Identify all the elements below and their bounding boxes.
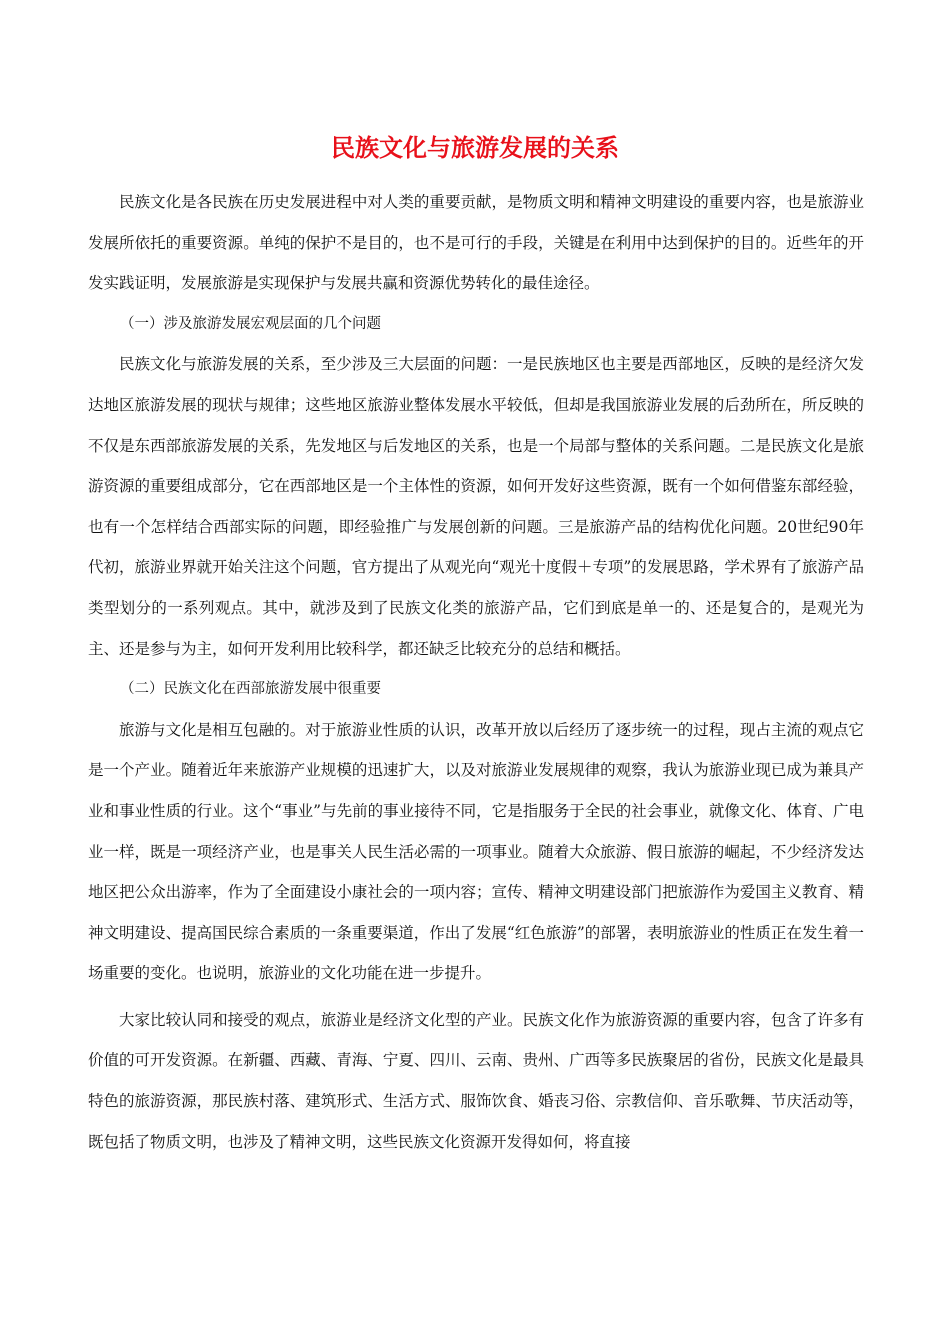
section-1-paragraph: 民族文化与旅游发展的关系，至少涉及三大层面的问题：一是民族地区也主要是西部地区，反映的是经济欠发达地区旅游发展的现状与规律；这些地区旅游业整体发展水平较低，但却是我国旅游业发展的后劲所在，所反映的不仅是东西部旅游发展的关系，先发地区与后发地区的关系，也是一个局部与整体的关系问题。二是民族文化是旅游资源的重要组成部分，它在西部地区是一个主体性的资源，如何开发好这些资源，既有一个如何借鉴东部经验，也有一个怎样结合西部实际的问题，即经验推广与发展创新的问题。三是旅游产品的结构优化问题。20世纪90年代初，旅游业界就开始关注这个问题，官方提出了从观光向“观光十度假＋专项”的发展思路，学术界有了旅游产品类型划分的一系列观点。其中，就涉及到了民族文化类的旅游产品，它们到底是单一的、还是复合的，是观光为主、还是参与为主，如何开发利用比较科学，都还缺乏比较充分的总结和概括。 bbox=[88, 355, 864, 658]
section-1-heading: （一）涉及旅游发展宏观层面的几个问题 bbox=[120, 315, 381, 332]
document-title: 民族文化与旅游发展的关系 bbox=[331, 134, 619, 162]
intro-paragraph: 民族文化是各民族在历史发展进程中对人类的重要贡献，是物质文明和精神文明建设的重要内容，也是旅游业发展所依托的重要资源。单纯的保护不是目的，也不是可行的手段，关键是在利用中达到保护的目的。近些年的开发实践证明，发展旅游是实现保护与发展共赢和资源优势转化的最佳途径。 bbox=[88, 193, 864, 293]
document-body bbox=[88, 182, 864, 1162]
section-2-paragraph-1: 旅游与文化是相互包融的。对于旅游业性质的认识，改革开放以后经历了逐步统一的过程，现占主流的观点它是一个产业。随着近年来旅游产业规模的迅速扩大，以及对旅游业发展规律的观察，我认为旅游业现已成为兼具产业和事业性质的行业。这个“事业”与先前的事业接待不同，它是指服务于全民的社会事业，就像文化、体育、广电业一样，既是一项经济产业，也是事关人民生活必需的一项事业。随着大众旅游、假日旅游的崛起，不少经济发达地区把公众出游率，作为了全面建设小康社会的一项内容；宣传、精神文明建设部门把旅游作为爱国主义教育、精神文明建设、提高国民综合素质的一条重要渠道，作出了发展“红色旅游”的部署，表明旅游业的性质正在发生着一场重要的变化。也说明，旅游业的文化功能在进一步提升。 bbox=[88, 720, 864, 983]
section-2-heading: （二）民族文化在西部旅游发展中很重要 bbox=[120, 681, 381, 698]
section-2-paragraph-2: 大家比较认同和接受的观点，旅游业是经济文化型的产业。民族文化作为旅游资源的重要内容，包含了许多有价值的可开发资源。在新疆、西藏、青海、宁夏、四川、云南、贵州、广西等多民族聚居的省份，民族文化是最具特色的旅游资源，那民族村落、建筑形式、生活方式、服饰饮食、婚丧习俗、宗教信仰、音乐歌舞、节庆活动等，既包括了物质文明，也涉及了精神文明，这些民族文化资源开发得如何，将直接 bbox=[88, 1010, 864, 1151]
